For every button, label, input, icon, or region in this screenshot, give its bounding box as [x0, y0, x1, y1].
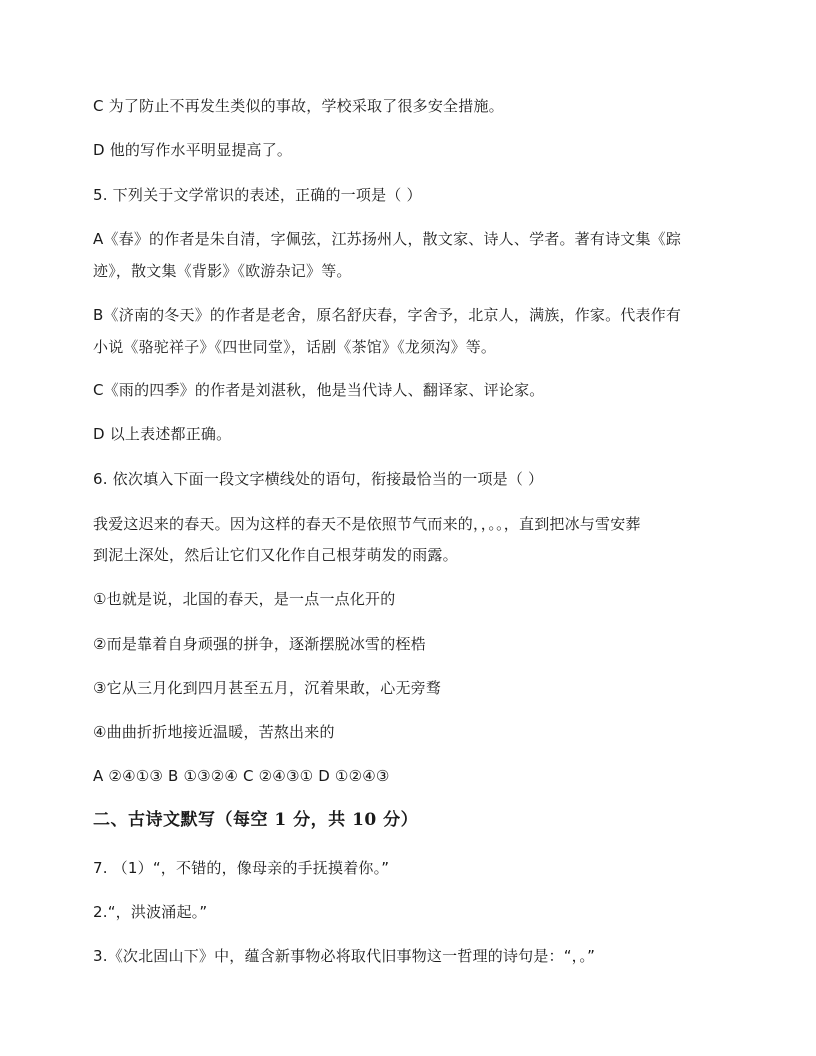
option-c-q5: C《雨的四季》的作者是刘湛秋，他是当代诗人、翻译家、评论家。 [93, 381, 545, 399]
question-5: 5. 下列关于文学常识的表述，正确的一项是（ ） [93, 186, 422, 204]
option-d-q4: D 他的写作水平明显提高了。 [93, 141, 293, 159]
question-6: 6. 依次填入下面一段文字横线处的语句，衔接最恰当的一项是（ ） [93, 470, 544, 488]
option-a-q5-line2: 迹》，散文集《背影》《欧游杂记》等。 [93, 262, 352, 280]
sentence-3: ③它从三月化到四月甚至五月，沉着果敢，心无旁骛 [93, 679, 442, 697]
passage-line1: 我爱这迟来的春天。因为这样的春天不是依照节气而来的，，。。，直到把冰与雪安葬 [93, 515, 641, 533]
option-b-q5-line1: B《济南的冬天》的作者是老舍，原名舒庆春，字舍予，北京人，满族，作家。代表作有 [93, 306, 682, 324]
option-c-q4: C 为了防止不再发生类似的事故，学校采取了很多安全措施。 [93, 97, 504, 115]
question-7-1: 7. （1）“，不错的，像母亲的手抚摸着你。” [93, 859, 390, 877]
passage-line2: 到泥土深处，然后让它们又化作自己根芽萌发的雨露。 [93, 546, 458, 564]
option-b-q5-line2: 小说《骆驼祥子》《四世同堂》，话剧《茶馆》《龙须沟》等。 [93, 338, 497, 356]
sentence-4: ④曲曲折折地接近温暖，苦熬出来的 [93, 723, 335, 741]
question-7-3: 3.《次北固山下》中，蕴含新事物必将取代旧事物这一哲理的诗句是：“，。” [93, 947, 596, 965]
question-7-2: 2.“，洪波涌起。” [93, 903, 208, 921]
answer-options-q6: A ②④①③ B ①③②④ C ②④③① D ①②④③ [93, 767, 390, 785]
sentence-1: ①也就是说，北国的春天，是一点一点化开的 [93, 590, 396, 608]
option-d-q5: D 以上表述都正确。 [93, 425, 232, 443]
sentence-2: ②而是靠着自身顽强的拼争，逐渐摆脱冰雪的桎梏 [93, 635, 426, 653]
section-heading-2: 二、古诗文默写（每空 1 分，共 10 分） [93, 810, 419, 830]
option-a-q5-line1: A《春》的作者是朱自清，字佩弦，江苏扬州人，散文家、诗人、学者。著有诗文集《踪 [93, 230, 682, 248]
